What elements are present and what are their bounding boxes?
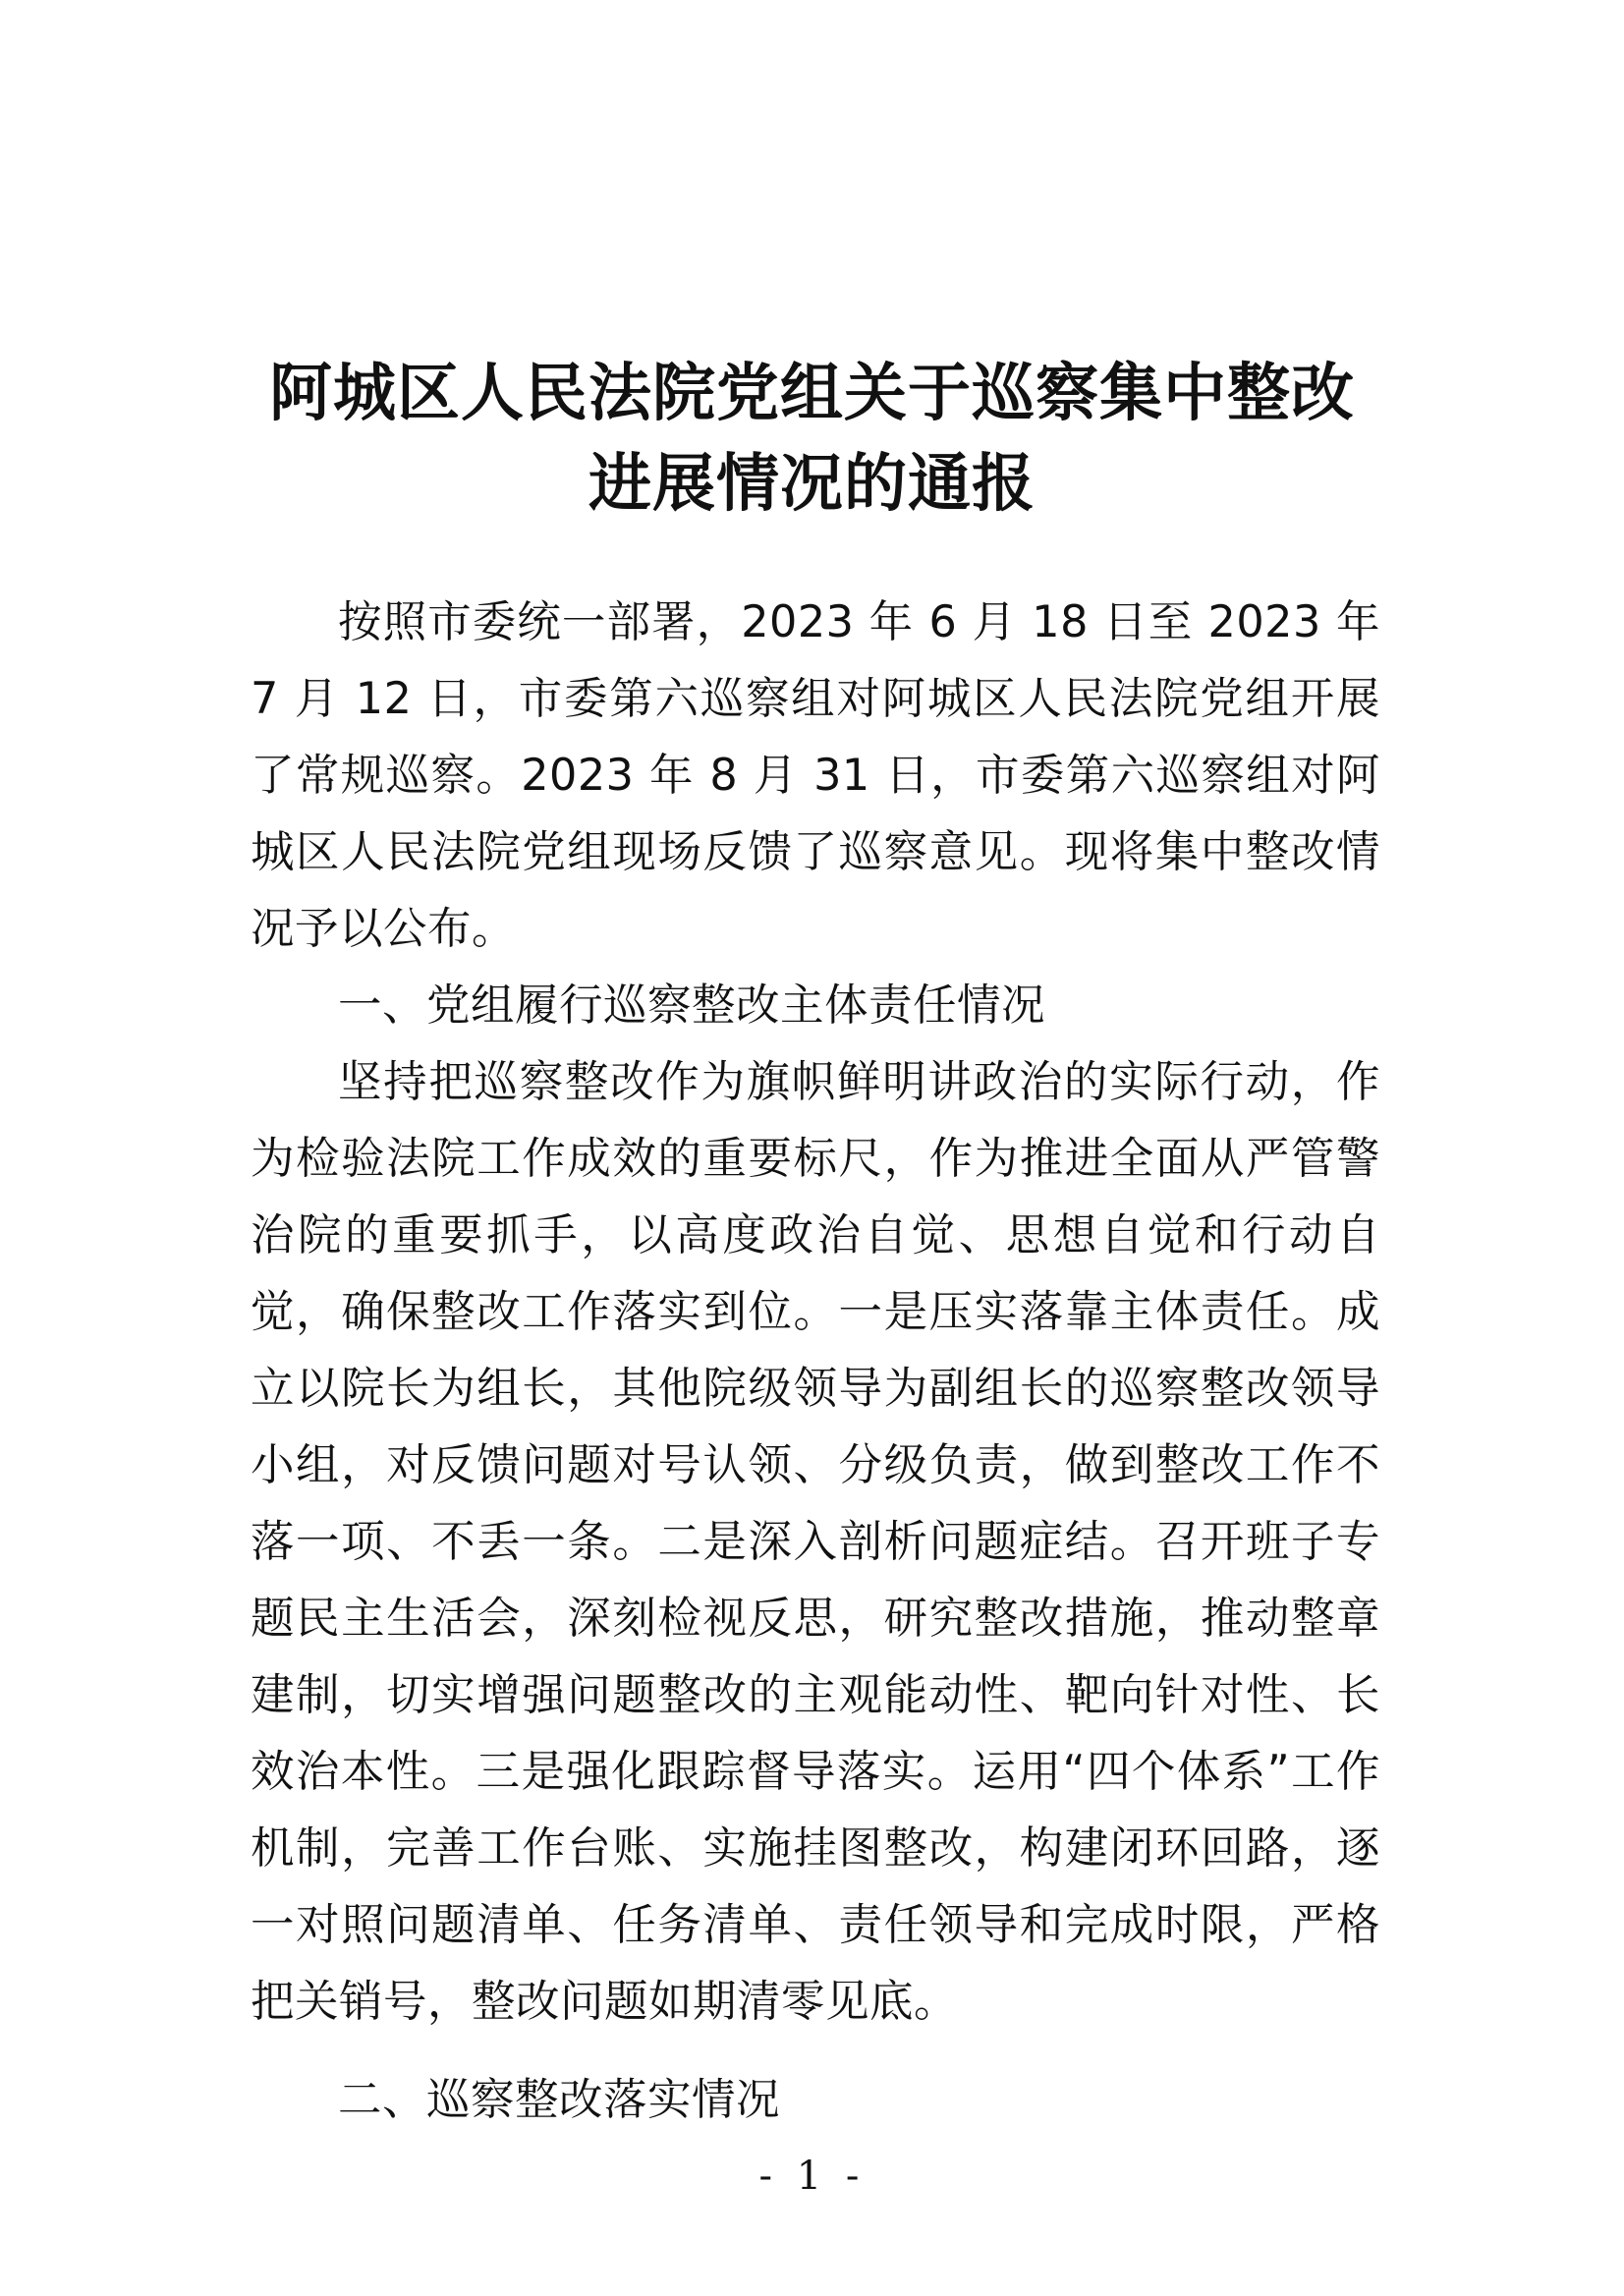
document-body — [251, 585, 1380, 2139]
section-heading-2: 二、巡察整改落实情况 — [338, 2075, 781, 2125]
section-1-paragraph: 坚持把巡察整改作为旗帜鲜明讲政治的实际行动，作为检验法院工作成效的重要标尺，作为推进全面从严管警治院的重要抓手，以高度政治自觉、思想自觉和行动自觉，确保整改工作落实到位。一是压实落靠主体责任。成立以院长为组长，其他院级领导为副组长的巡察整改领导小组，对反馈问题对号认领、分级负责，做到整改工作不落一项、不丢一条。二是深入剖析问题症结。召开班子专题民主生活会，深刻检视反思，研究整改措施，推动整章建制，切实增强问题整改的主观能动性、靶向针对性、长效治本性。三是强化跟踪督导落实。运用“四个体系”工作机制，完善工作台账、实施挂图整改，构建闭环回路，逐一对照问题清单、任务清单、责任领导和完成时限，严格把关销号，整改问题如期清零见底。 — [251, 1057, 1380, 2027]
title-line-2: 进展情况的通报 — [588, 447, 1036, 521]
section-heading-1: 一、党组履行巡察整改主体责任情况 — [338, 980, 1046, 1031]
intro-paragraph: 按照市委统一部署，2023 年 6 月 18 日至 2023 年 7 月 12 日，市委第六巡察组对阿城区人民法院党组开展了常规巡察。2023 年 8 月 31 日，市委第六巡察组对阿城区人民法院党组现场反馈了巡察意见。现将集中整改情况予以公布。 — [251, 597, 1380, 954]
title-line-1: 阿城区人民法院党组关于巡察集中整改 — [269, 357, 1355, 430]
page-number: - 1 - — [758, 2154, 866, 2199]
document-title — [0, 349, 1624, 530]
